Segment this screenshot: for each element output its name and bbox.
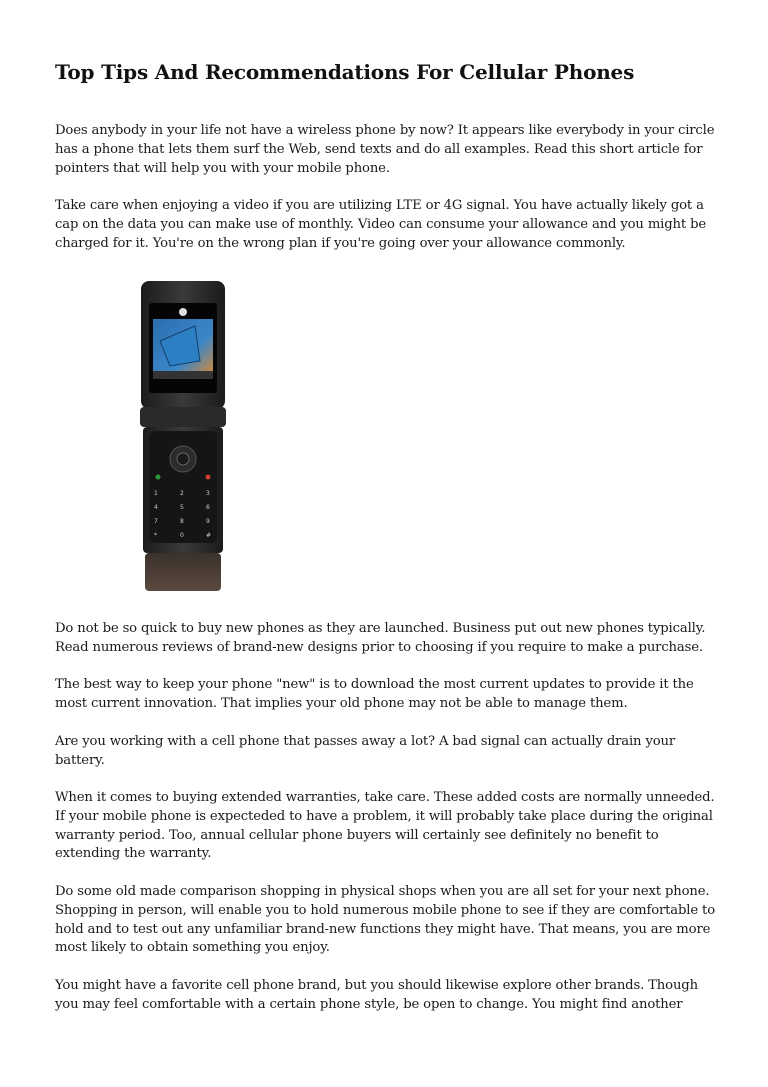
paragraph-5: Are you working with a cell phone that passes away a lot? A bad signal can actually drain your battery.: [55, 734, 676, 768]
svg-text:7: 7: [154, 518, 158, 525]
svg-text:#: #: [206, 532, 212, 539]
paragraph-2: Take care when enjoying a video if you are utilizing LTE or 4G signal. You have actually likely got a cap on the data you can make use of monthly. Video can consume your allowance and you might be charged for it. You're on the wrong plan if you're going over your allowance commonly.: [55, 198, 707, 251]
svg-text:4: 4: [154, 504, 158, 511]
paragraph-6: When it comes to buying extended warranties, take care. These added costs are normally unneeded. If your mobile phone is expecteded to have a problem, it will probably take place during the original warranty period. Too, annual cellular phone buyers will certainly see definitely no benefit to extending the warranty.: [55, 790, 715, 862]
svg-text:*: *: [154, 532, 157, 539]
svg-text:8: 8: [180, 518, 184, 525]
svg-text:3: 3: [206, 490, 210, 497]
phone-image: [140, 281, 226, 593]
paragraph-8: You might have a favorite cell phone brand, but you should likewise explore other brands. Though you may feel comfortable with a certain phone style, be open to change. You might find another: [55, 978, 698, 1012]
paragraph-3: Do not be so quick to buy new phones as they are launched. Business put out new phones typically. Read numerous reviews of brand-new designs prior to choosing if you require to make a purchase.: [55, 621, 706, 655]
paragraph-4: The best way to keep your phone "new" is to download the most current updates to provide it the most current innovation. That implies your old phone may not be able to manage them.: [55, 677, 694, 711]
paragraph-1: Does anybody in your life not have a wireless phone by now? It appears like everybody in your circle has a phone that lets them surf the Web, send texts and do all examples. Read this short article for pointers that will help you with your mobile phone.: [55, 123, 715, 176]
svg-text:0: 0: [180, 532, 184, 539]
svg-text:1: 1: [154, 490, 158, 497]
paragraph-7: Do some old made comparison shopping in physical shops when you are all set for your next phone. Shopping in person, will enable you to hold numerous mobile phone to see if they are comfortable to hold and to test out any unfamiliar brand-new functions they might have. That means, you are more most likely to obtain something you enjoy.: [55, 884, 715, 956]
svg-text:9: 9: [206, 518, 210, 525]
svg-text:5: 5: [180, 504, 184, 511]
page-title: Top Tips And Recommendations For Cellular Phones: [55, 60, 635, 84]
svg-text:6: 6: [206, 504, 210, 511]
svg-text:2: 2: [180, 490, 184, 497]
